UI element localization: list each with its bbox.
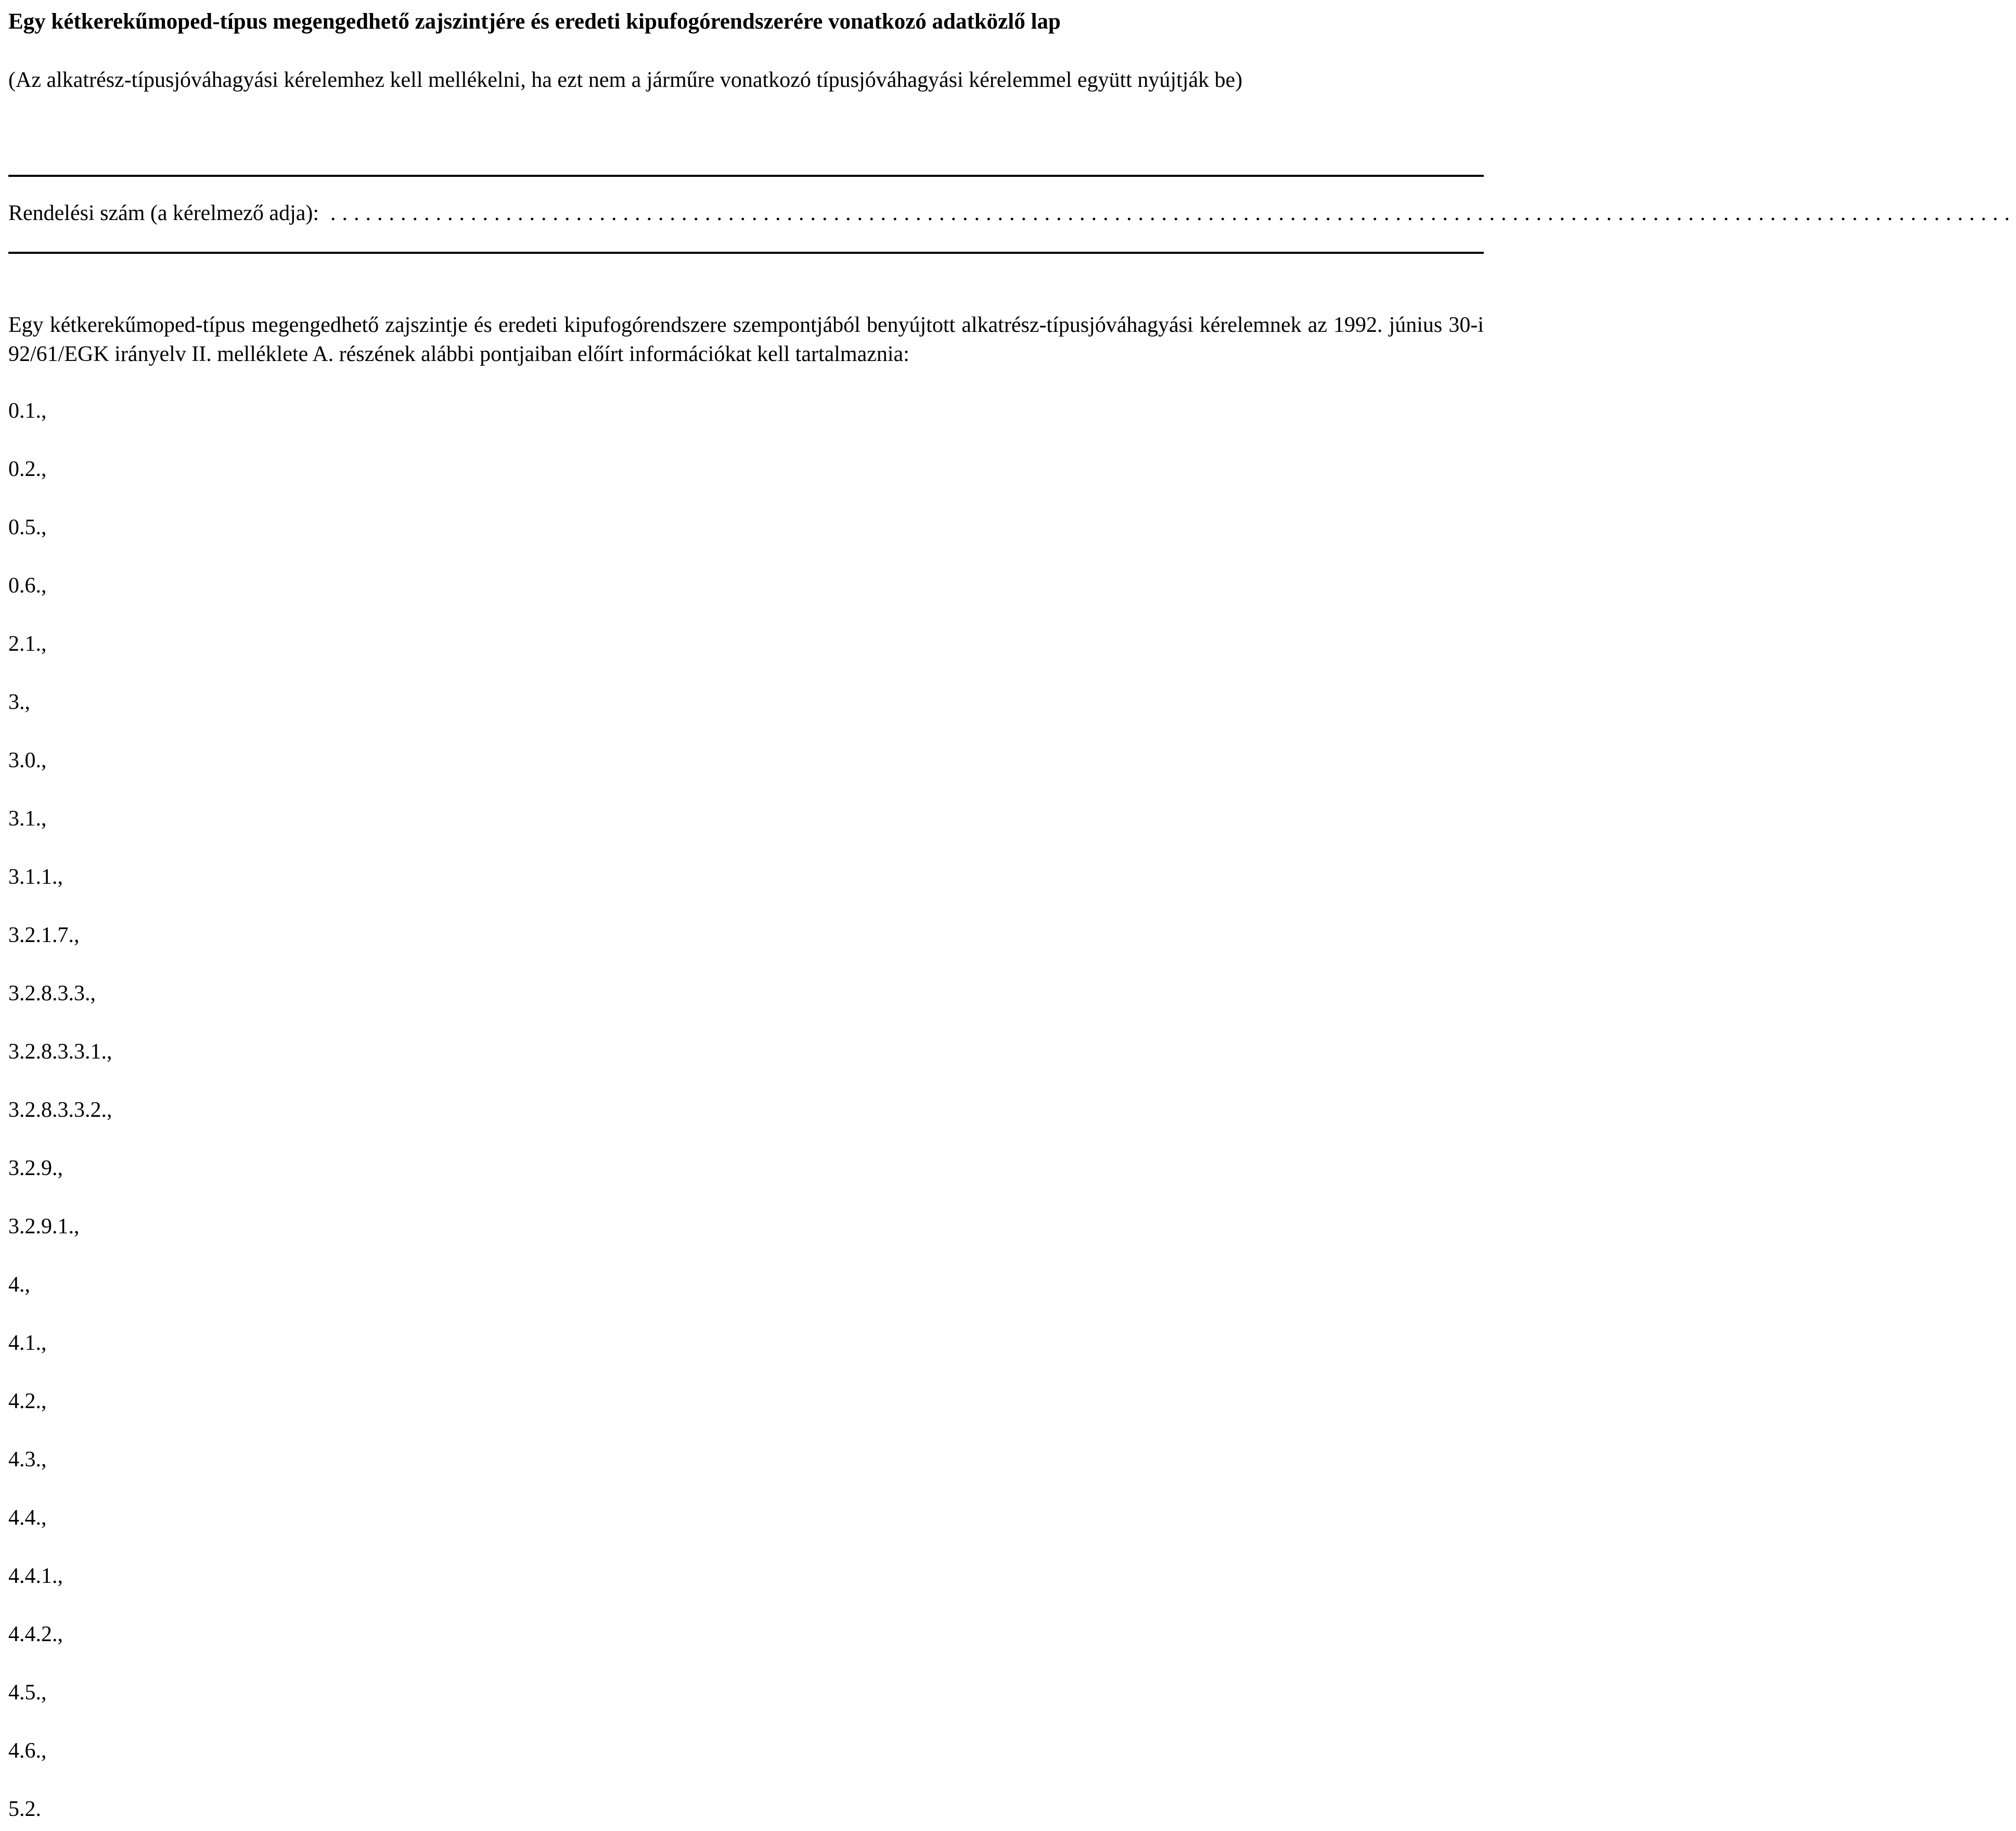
list-item: 4.6.,: [8, 1739, 47, 1763]
list-item: 3.,: [8, 690, 30, 714]
divider-top: [8, 175, 1484, 177]
list-item: 0.2.,: [8, 457, 47, 481]
list-item: 4.4.1.,: [8, 1564, 63, 1588]
list-item: 3.1.,: [8, 807, 47, 831]
list-item: 5.2.: [8, 1797, 41, 1821]
list-item: 0.6.,: [8, 574, 47, 598]
order-number-field[interactable]: [8, 199, 2016, 228]
list-item: 2.1.,: [8, 632, 47, 656]
document-title: Egy kétkerekűmoped-típus megengedhető zajszintjére és eredeti kipufogórendszerére vonatkozó adatközlő lap: [8, 9, 1061, 34]
list-item: 0.5.,: [8, 515, 47, 539]
list-item: 4.2.,: [8, 1389, 47, 1413]
intro-paragraph: Egy kétkerekűmoped-típus megengedhető zajszintje és eredeti kipufogórendszere szempontjából benyújtott alkatrész-típusjóváhagyási kérelemnek az 1992. június 30-i 92/61/EGK irányelv II. melléklete A. részének alábbi pontjaiban előírt információkat kell tartalmaznia:: [8, 313, 1484, 366]
list-item: 4.1.,: [8, 1331, 47, 1355]
list-item: 4.5.,: [8, 1681, 47, 1705]
list-item: 4.4.,: [8, 1506, 47, 1530]
list-item: 0.1.,: [8, 399, 47, 423]
list-item: 3.2.9.,: [8, 1156, 63, 1180]
list-item: 4.3.,: [8, 1448, 47, 1472]
list-item: 3.2.8.3.3.1.,: [8, 1040, 112, 1064]
order-number-dots[interactable]: ................................................................................................................................................: [330, 201, 2016, 225]
list-item: 3.2.1.7.,: [8, 923, 80, 947]
list-item: 3.2.8.3.3.,: [8, 982, 96, 1005]
list-item: 3.1.1.,: [8, 865, 63, 889]
divider-bottom: [8, 252, 1484, 254]
document-note: (Az alkatrész-típusjóváhagyási kérelemhez kell mellékelni, ha ezt nem a járműre vonatkozó típusjóváhagyási kérelemmel együtt nyújtják be): [8, 68, 1243, 92]
list-item: 3.2.9.1.,: [8, 1215, 80, 1239]
list-item: 4.4.2.,: [8, 1622, 63, 1646]
list-item: 4.,: [8, 1273, 30, 1297]
order-number-label: Rendelési szám (a kérelmező adja):: [8, 201, 319, 225]
list-item: 3.2.8.3.3.2.,: [8, 1098, 112, 1122]
list-item: 3.0.,: [8, 749, 47, 772]
